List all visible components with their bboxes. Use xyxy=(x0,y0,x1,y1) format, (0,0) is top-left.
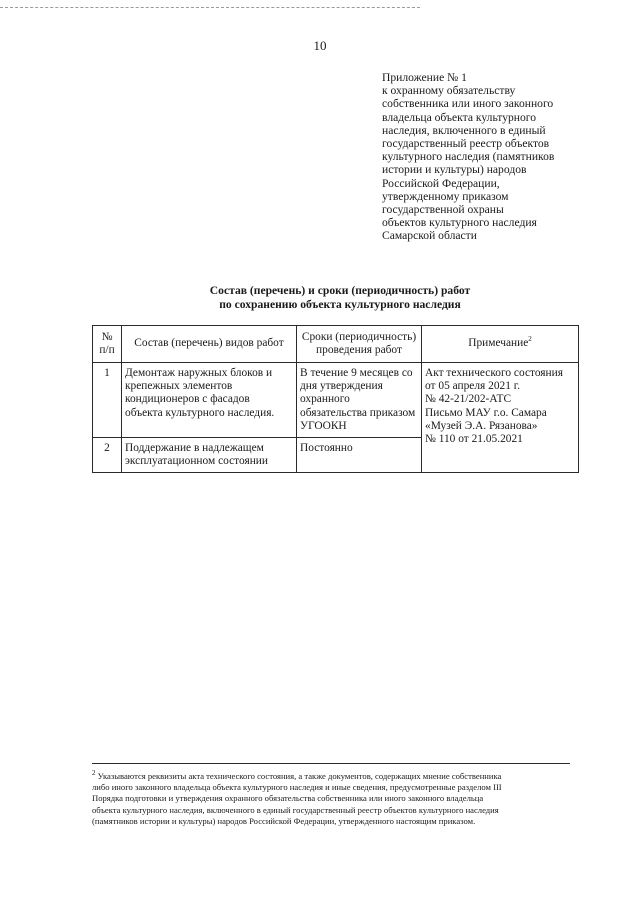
appendix-line: государственный реестр объектов xyxy=(382,137,550,151)
appendix-line: собственника или иного законного xyxy=(382,97,554,111)
document-title xyxy=(0,284,640,312)
appendix-line: Приложение № 1 xyxy=(382,71,467,84)
header-term: Сроки (периодичность) проведения работ xyxy=(297,326,422,363)
row-number: 1 xyxy=(93,363,122,438)
works-table xyxy=(92,325,579,473)
footnote-line: Порядка подготовки и утверждения охранного обязательства собственника или иного законного владельца xyxy=(92,793,484,804)
appendix-line: культурного наследия (памятников xyxy=(382,150,555,164)
header-num: № п/п xyxy=(93,326,122,363)
title-line: по сохранению объекта культурного наследия xyxy=(219,298,461,311)
appendix-line: Российской Федерации, xyxy=(382,176,500,190)
footnote-line: $^2$ Указываются реквизиты акта технического состояния, а также документов, содержащих мнение собственника xyxy=(92,769,502,781)
footnote-line: либо иного законного владельца объекта культурного наследия и иные сведения, предусмотренные разделом III xyxy=(92,782,502,793)
footnote-separator xyxy=(92,763,570,764)
row-number: 2 xyxy=(93,438,122,473)
top-rule xyxy=(0,7,420,8)
table-header-row xyxy=(93,326,579,363)
appendix-line: к охранному обязательству xyxy=(382,84,516,98)
footnote-line: объекта культурного наследия, включенного в единый государственный реестр объектов культурного наследия xyxy=(92,804,499,815)
header-works: Состав (перечень) видов работ xyxy=(122,326,297,363)
appendix-line: наследия, включенного в единый xyxy=(382,123,546,137)
footnote-ref: 2 xyxy=(528,335,532,344)
appendix-line: утвержденному приказом xyxy=(382,189,509,203)
footnote-line: (памятников истории и культуры) народов Российской Федерации, утвержденного настоящим приказом. xyxy=(92,815,476,826)
title-line: Состав (перечень) и сроки (периодичность) работ xyxy=(209,284,471,297)
row-term: Постоянно xyxy=(297,438,422,473)
row-works: Поддержание в надлежащем эксплуатационном состоянии xyxy=(122,438,297,473)
row-works: Демонтаж наружных блоков и крепежных элементов кондиционеров с фасадов объекта культурного наследия. xyxy=(122,363,297,438)
row-note: Акт технического состояния от 05 апреля 2021 г. № 42-21/202-АТС Письмо МАУ г.о. Самара «Музей Э.А. Рязанова» № 110 от 21.05.2021 xyxy=(422,363,579,473)
footnote xyxy=(92,771,572,827)
appendix-line: владельца объекта культурного xyxy=(382,110,537,124)
appendix-line: истории и культуры) народов xyxy=(382,163,527,177)
appendix-line: объектов культурного наследия xyxy=(382,216,537,230)
footnote-marker: 2 xyxy=(92,769,96,778)
appendix-block xyxy=(382,71,622,243)
appendix-line: государственной охраны xyxy=(382,203,504,217)
page-number: 10 xyxy=(313,38,327,53)
table-row xyxy=(93,363,579,438)
row-term: В течение 9 месяцев со дня утверждения охранного обязательства приказом УГООКН xyxy=(297,363,422,438)
header-note: Примечание$^2$ xyxy=(422,326,579,363)
appendix-line: Самарской области xyxy=(382,229,477,243)
